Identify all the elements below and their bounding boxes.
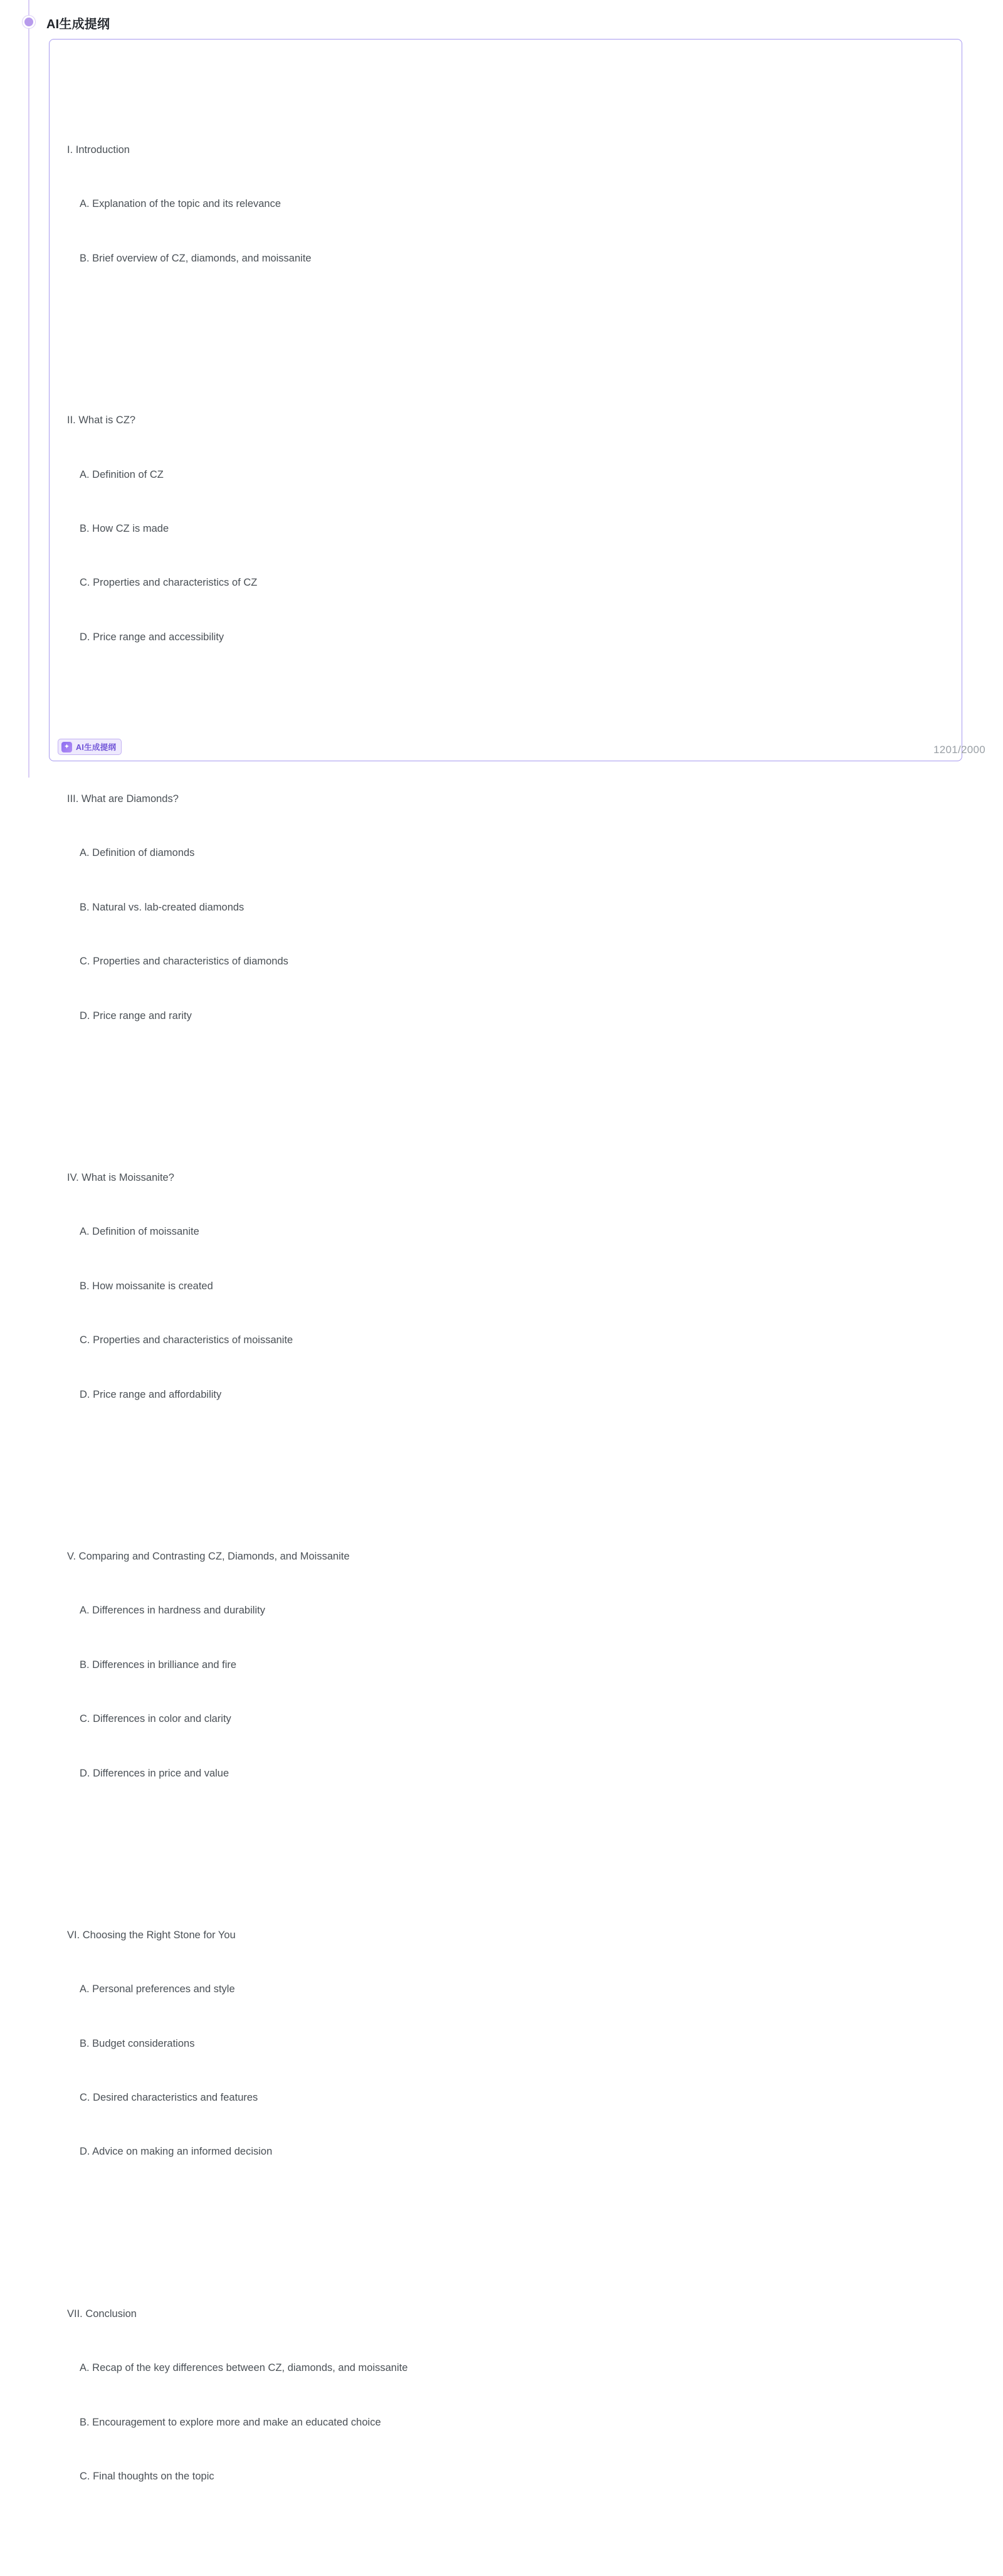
outline-item: B. How moissanite is created bbox=[80, 1280, 213, 1292]
step-rail bbox=[28, 0, 29, 778]
page-title: AI生成提纲 bbox=[46, 18, 110, 31]
outline-item: A. Differences in hardness and durability bbox=[80, 1605, 265, 1617]
outline-item: B. Natural vs. lab-created diamonds bbox=[80, 901, 244, 913]
generate-outline-label: AI生成提纲 bbox=[76, 743, 117, 752]
outline-group bbox=[60, 376, 947, 683]
step-dot-icon bbox=[23, 16, 35, 28]
outline-item: B. Brief overview of CZ, diamonds, and moissanite bbox=[80, 252, 312, 264]
outline-item: A. Definition of moissanite bbox=[80, 1226, 199, 1238]
outline-item: A. Recap of the key differences between CZ, diamonds, and moissanite bbox=[80, 2362, 408, 2374]
outline-heading: I. Introduction bbox=[67, 144, 130, 156]
outline-item: B. Budget considerations bbox=[80, 2037, 195, 2049]
outline-group bbox=[60, 105, 947, 304]
outline-heading: III. What are Diamonds? bbox=[67, 793, 179, 805]
outline-item: C. Desired characteristics and features bbox=[80, 2092, 258, 2104]
outline-item: C. Properties and characteristics of CZ bbox=[80, 577, 258, 589]
outline-content bbox=[60, 51, 947, 2576]
outline-item: A. Definition of CZ bbox=[80, 468, 164, 480]
generate-outline-button[interactable] bbox=[58, 739, 122, 755]
outline-group bbox=[60, 1890, 947, 2197]
outline-heading: IV. What is Moissanite? bbox=[67, 1172, 174, 1184]
outline-group bbox=[60, 2269, 947, 2521]
outline-item: D. Differences in price and value bbox=[80, 1767, 229, 1779]
outline-group bbox=[60, 1511, 947, 1819]
outline-item: C. Properties and characteristics of moissanite bbox=[80, 1334, 293, 1346]
outline-heading: VI. Choosing the Right Stone for You bbox=[67, 1929, 236, 1941]
outline-item: A. Personal preferences and style bbox=[80, 1983, 235, 1995]
character-counter: 1201/2000 bbox=[933, 744, 985, 756]
outline-group bbox=[60, 1132, 947, 1440]
outline-item: D. Advice on making an informed decision bbox=[80, 2146, 273, 2158]
outline-heading: II. What is CZ? bbox=[67, 414, 136, 426]
outline-item: A. Explanation of the topic and its relevance bbox=[80, 198, 281, 210]
sparkle-icon: ✦ bbox=[61, 742, 72, 752]
outline-heading: V. Comparing and Contrasting CZ, Diamonds, and Moissanite bbox=[67, 1550, 350, 1562]
outline-heading: VII. Conclusion bbox=[67, 2308, 137, 2320]
outline-item: C. Properties and characteristics of diamonds bbox=[80, 956, 288, 968]
outline-group bbox=[60, 754, 947, 1061]
outline-item: A. Definition of diamonds bbox=[80, 847, 195, 859]
outline-item: D. Price range and rarity bbox=[80, 1010, 192, 1021]
outline-item: D. Price range and affordability bbox=[80, 1388, 222, 1400]
outline-item: B. Differences in brilliance and fire bbox=[80, 1659, 237, 1671]
outline-item: B. How CZ is made bbox=[80, 522, 169, 534]
outline-item: C. Differences in color and clarity bbox=[80, 1713, 231, 1725]
outline-item: B. Encouragement to explore more and make an educated choice bbox=[80, 2416, 381, 2428]
outline-item: C. Final thoughts on the topic bbox=[80, 2471, 214, 2482]
outline-textarea[interactable] bbox=[49, 39, 962, 2482]
outline-item: D. Price range and accessibility bbox=[80, 631, 224, 643]
